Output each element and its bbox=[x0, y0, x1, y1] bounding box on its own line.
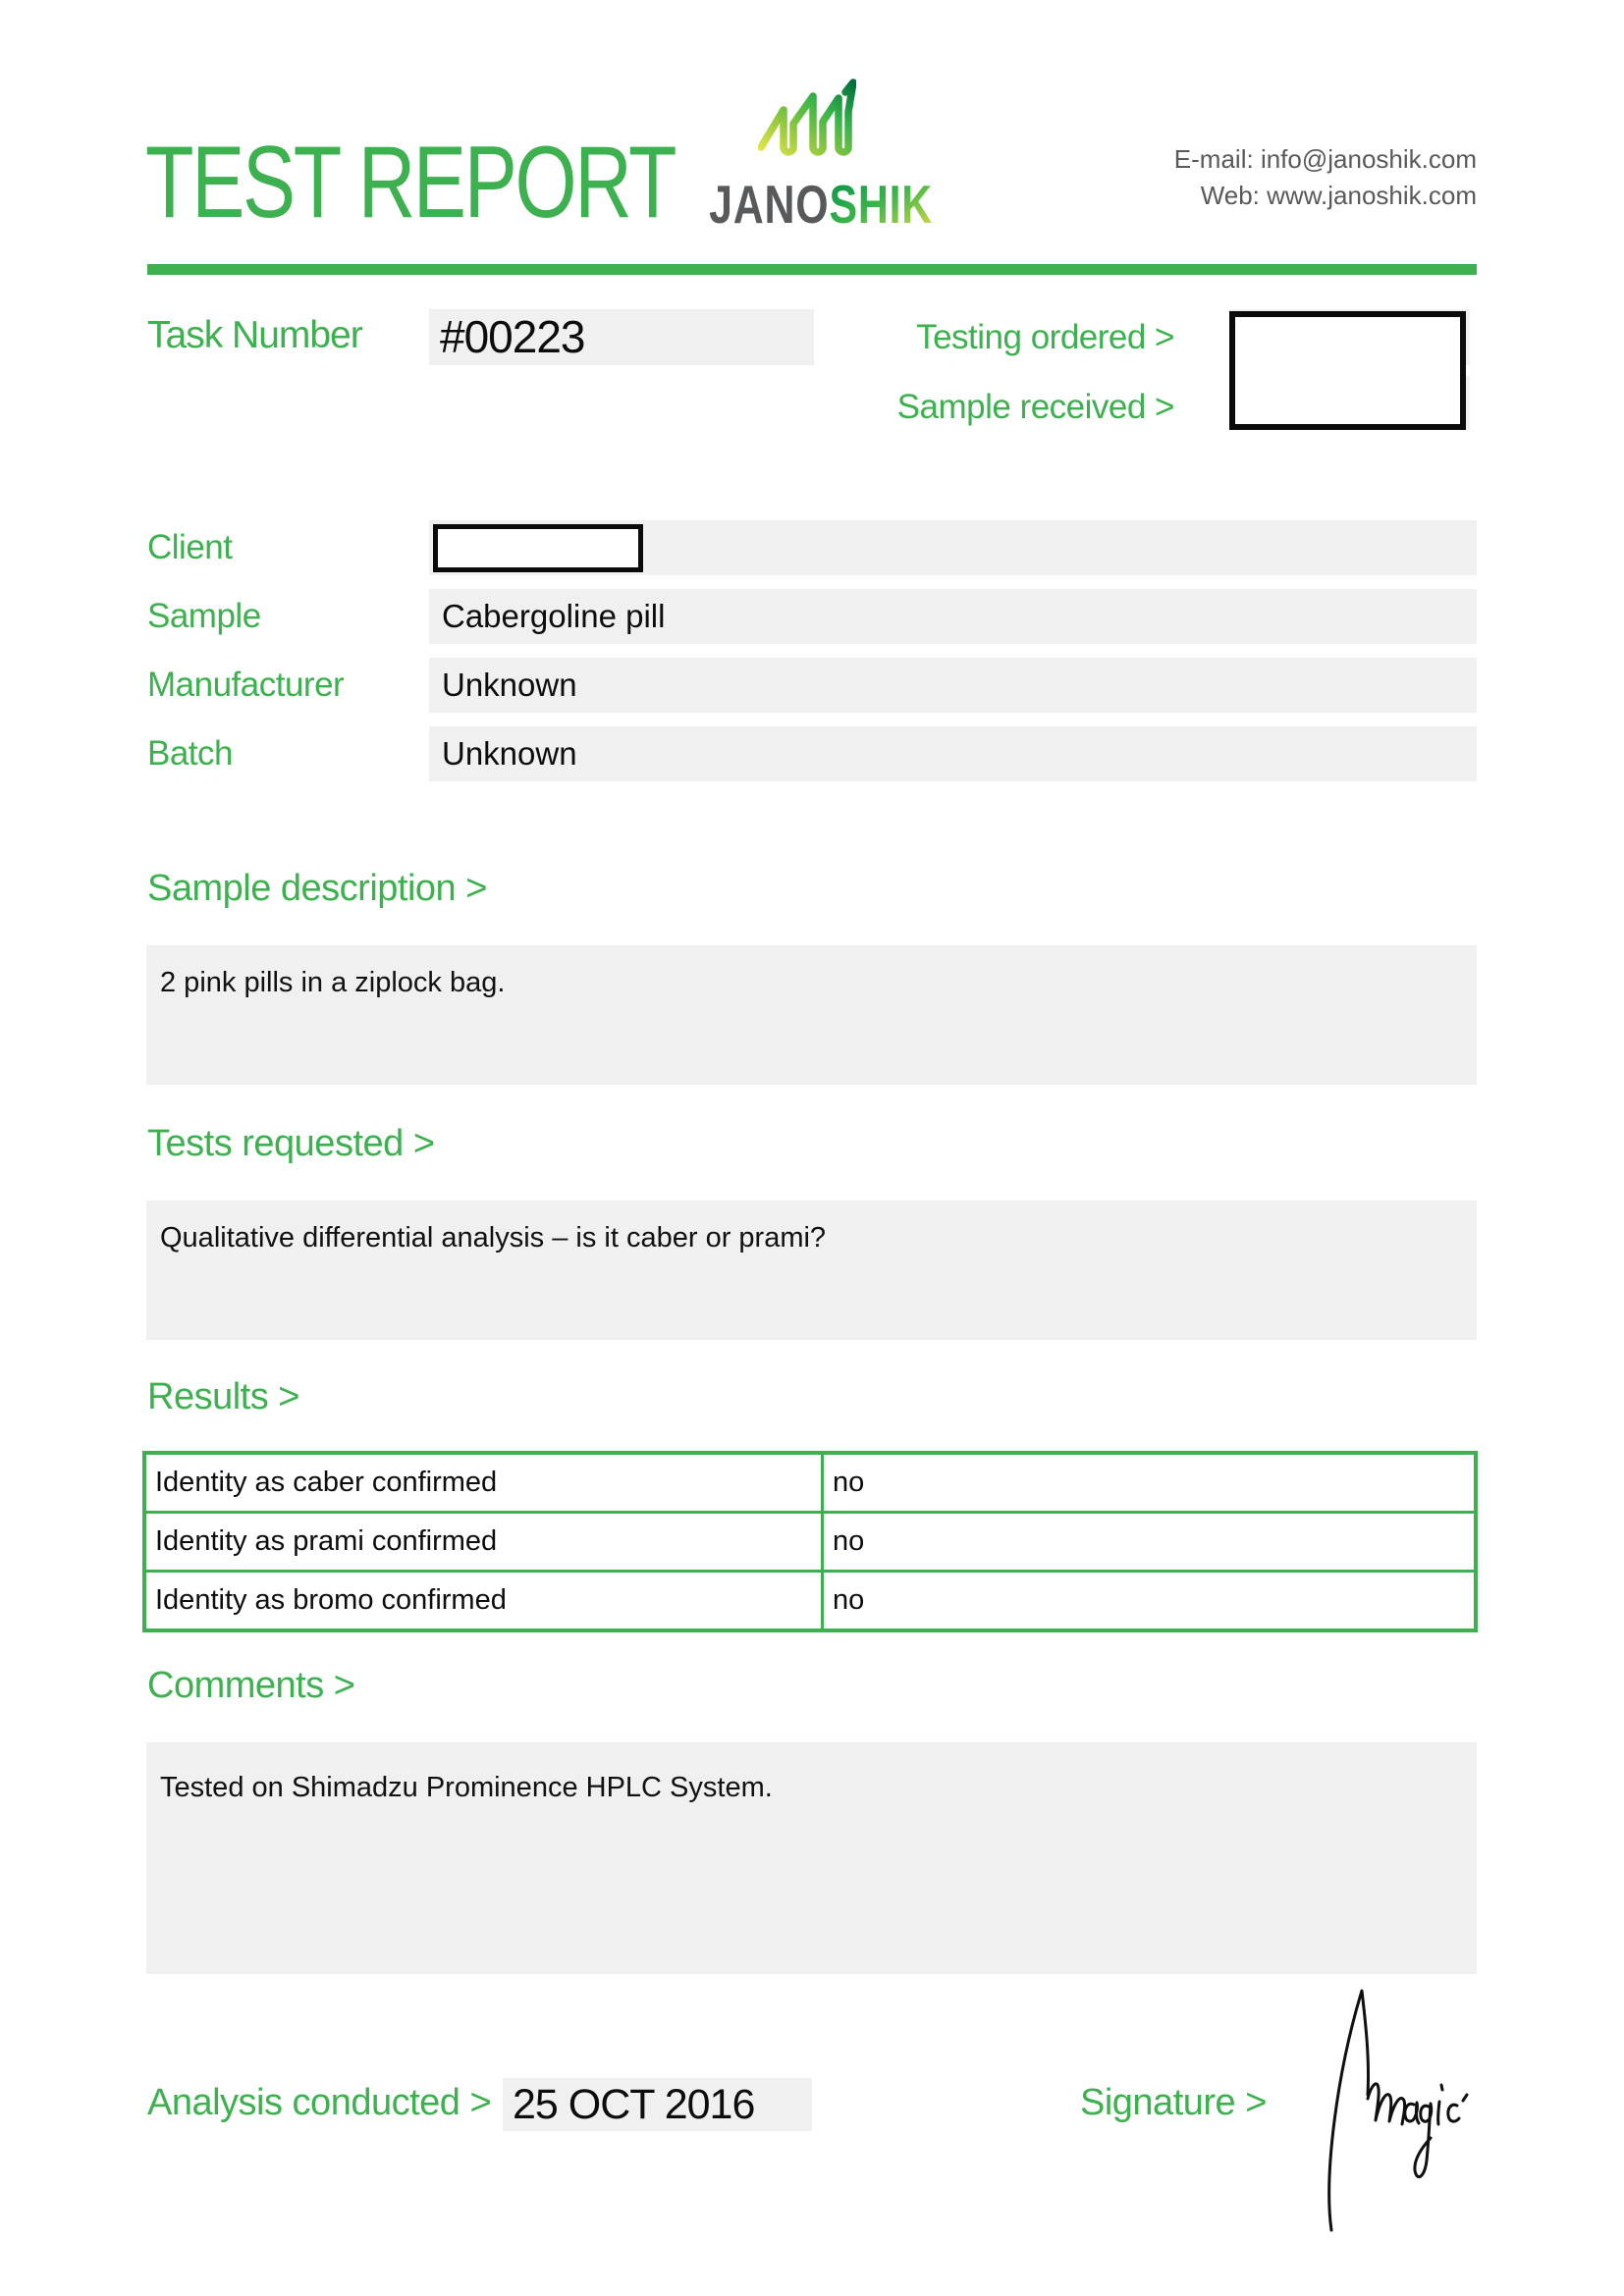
result-value-cell: no bbox=[823, 1513, 1477, 1572]
logo-chart-icon bbox=[758, 79, 856, 165]
logo bbox=[677, 79, 937, 236]
testing-ordered-label: Testing ordered > bbox=[916, 318, 1174, 356]
contact-email bbox=[1174, 141, 1477, 178]
table-row bbox=[144, 1453, 1476, 1513]
sample-value-bar bbox=[429, 589, 1477, 644]
sample-value: Cabergoline pill bbox=[442, 598, 666, 634]
signature bbox=[1316, 1983, 1492, 2243]
results-heading: Results > bbox=[147, 1376, 299, 1417]
sample-description-text: 2 pink pills in a ziplock bag. bbox=[160, 967, 506, 998]
batch-label: Batch bbox=[147, 734, 233, 773]
result-test-cell: Identity as bromo confirmed bbox=[144, 1572, 823, 1631]
result-test-cell: Identity as caber confirmed bbox=[144, 1453, 823, 1513]
contact-web bbox=[1174, 178, 1477, 214]
signature-handwriting-icon bbox=[1316, 1983, 1492, 2238]
tests-requested-heading: Tests requested > bbox=[147, 1123, 435, 1164]
manufacturer-label: Manufacturer bbox=[147, 666, 345, 704]
manufacturer-value: Unknown bbox=[442, 667, 577, 703]
table-row bbox=[144, 1513, 1476, 1572]
task-number-value: #00223 bbox=[440, 311, 585, 362]
page-title: TEST REPORT bbox=[145, 126, 676, 240]
manufacturer-value-bar bbox=[429, 658, 1477, 713]
contact-email-label: E-mail: bbox=[1173, 144, 1254, 174]
sample-label: Sample bbox=[147, 597, 261, 635]
sample-description-heading: Sample description > bbox=[147, 868, 487, 909]
logo-wordmark bbox=[709, 173, 933, 236]
batch-value-bar bbox=[429, 726, 1477, 781]
result-test-cell: Identity as prami confirmed bbox=[144, 1513, 823, 1572]
contact-web-value: www.janoshik.com bbox=[1267, 181, 1477, 210]
result-value-cell: no bbox=[823, 1572, 1477, 1631]
signature-label: Signature > bbox=[1080, 2082, 1267, 2123]
logo-wordmark-secondary: SHIK bbox=[829, 174, 934, 235]
analysis-date-field bbox=[503, 2078, 812, 2131]
contact-block bbox=[1174, 141, 1477, 214]
batch-value: Unknown bbox=[442, 735, 577, 772]
header-divider-rule bbox=[147, 264, 1477, 275]
logo-wordmark-primary: JANO bbox=[709, 174, 830, 235]
sample-description-box bbox=[146, 945, 1477, 1085]
table-row bbox=[144, 1572, 1476, 1631]
order-dates-redaction-box bbox=[1229, 311, 1466, 430]
tests-requested-text: Qualitative differential analysis – is it caber or prami? bbox=[160, 1222, 827, 1254]
task-number-label: Task Number bbox=[147, 314, 362, 356]
client-label: Client bbox=[147, 528, 233, 566]
client-redaction-box bbox=[433, 524, 643, 572]
comments-heading: Comments > bbox=[147, 1665, 355, 1706]
task-number-field bbox=[429, 309, 814, 365]
result-value-cell: no bbox=[823, 1453, 1477, 1513]
comments-text: Tested on Shimadzu Prominence HPLC System. bbox=[160, 1772, 773, 1803]
results-table bbox=[142, 1451, 1478, 1632]
contact-email-value: info@janoshik.com bbox=[1260, 144, 1477, 174]
tests-requested-box bbox=[146, 1201, 1477, 1340]
contact-web-label: Web: bbox=[1200, 181, 1260, 210]
analysis-date-value: 25 OCT 2016 bbox=[513, 2081, 755, 2128]
comments-box bbox=[146, 1742, 1477, 1974]
analysis-conducted-label: Analysis conducted > bbox=[147, 2082, 492, 2123]
sample-received-label: Sample received > bbox=[896, 388, 1174, 426]
